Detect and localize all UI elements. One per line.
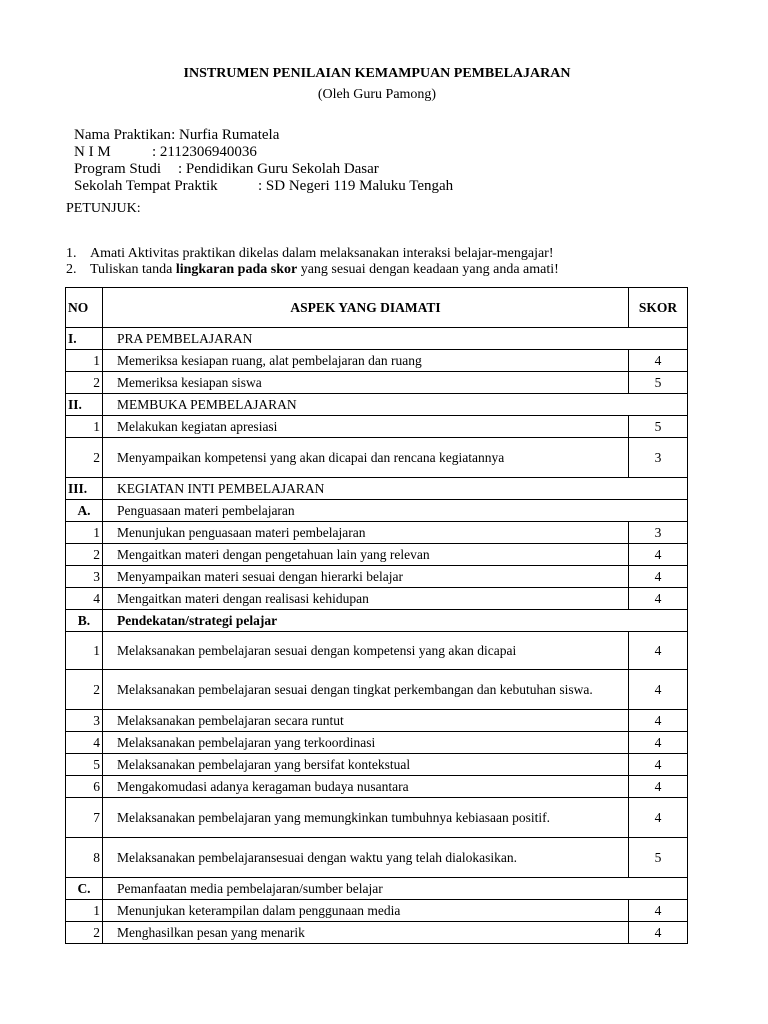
info-value: SD Negeri 119 Maluku Tengah [265,178,454,194]
item-number: 6 [66,776,103,798]
item-number: 2 [66,922,103,944]
instruction-text: Tuliskan tanda [90,262,176,277]
item-aspect: Menunjukan keterampilan dalam penggunaan media [103,900,629,922]
item-number: 2 [66,544,103,566]
item-aspect: Menyampaikan materi sesuai dengan hierarki belajar [103,566,629,588]
table-row [66,328,688,350]
instruction-bold: lingkaran pada skor [175,262,298,277]
item-number: 3 [66,566,103,588]
table-row [66,350,688,372]
subsection-letter: A. [66,500,103,522]
table-row [66,670,688,710]
item-aspect: Memeriksa kesiapan ruang, alat pembelajaran dan ruang [103,350,629,372]
info-separator: : [258,178,266,194]
item-score[interactable]: 3 [629,522,688,544]
table-row [66,588,688,610]
assessment-table [65,287,688,944]
header-score: SKOR [629,288,688,328]
table-row [66,798,688,838]
section-number: I. [66,328,103,350]
subsection-title: Penguasaan materi pembelajaran [103,500,688,522]
table-row [66,632,688,670]
item-score[interactable]: 4 [629,588,688,610]
item-score[interactable]: 4 [629,710,688,732]
item-number: 8 [66,838,103,878]
info-value: Nurfia Rumatela [178,127,280,143]
table-row [66,394,688,416]
info-row-prodi [74,161,453,178]
item-number: 5 [66,754,103,776]
info-label: Sekolah Tempat Praktik [74,178,218,194]
item-aspect: Melaksanakan pembelajaran yang bersifat kontekstual [103,754,629,776]
table-body [66,328,688,944]
item-aspect: Melaksanakan pembelajaran sesuai dengan kompetensi yang akan dicapai [103,632,629,670]
info-value: 2112306940036 [159,144,257,160]
info-block [74,127,453,195]
instruction-number: 1. [66,246,77,261]
table-row [66,416,688,438]
table-row [66,544,688,566]
item-aspect: Mengaitkan materi dengan realisasi kehidupan [103,588,629,610]
instruction-item [66,246,559,262]
document-subtitle: (Oleh Guru Pamong) [317,87,437,102]
item-aspect: Melaksanakan pembelajaran sesuai dengan tingkat perkembangan dan kebutuhan siswa. [103,670,629,710]
item-number: 4 [66,588,103,610]
item-number: 2 [66,670,103,710]
item-aspect: Memeriksa kesiapan siswa [103,372,629,394]
table-row [66,776,688,798]
item-score[interactable]: 4 [629,670,688,710]
item-score[interactable]: 5 [629,416,688,438]
header-no: NO [66,288,103,328]
table-row [66,372,688,394]
table-row [66,500,688,522]
table-row [66,438,688,478]
table-row [66,838,688,878]
item-score[interactable]: 4 [629,776,688,798]
instruction-text: Amati Aktivitas praktikan dikelas dalam melaksanakan interaksi belajar-mengajar! [90,246,554,261]
section-title: MEMBUKA PEMBELAJARAN [103,394,688,416]
item-score[interactable]: 3 [629,438,688,478]
header-aspect: ASPEK YANG DIAMATI [103,288,629,328]
item-aspect: Menyampaikan kompetensi yang akan dicapai dan rencana kegiatannya [103,438,629,478]
section-title: PRA PEMBELAJARAN [103,328,688,350]
subsection-title: Pemanfaatan media pembelajaran/sumber belajar [103,878,688,900]
item-aspect: Melaksanakan pembelajaran yang memungkinkan tumbuhnya kebiasaan positif. [103,798,629,838]
item-score[interactable]: 4 [629,350,688,372]
item-score[interactable]: 4 [629,566,688,588]
info-separator: : [171,127,179,143]
table-row [66,710,688,732]
item-number: 7 [66,798,103,838]
item-score[interactable]: 4 [629,922,688,944]
item-number: 1 [66,350,103,372]
info-separator: : [152,144,160,160]
item-score[interactable]: 4 [629,798,688,838]
item-number: 1 [66,900,103,922]
instruction-list [66,246,559,278]
table-row [66,478,688,500]
item-number: 1 [66,632,103,670]
item-number: 2 [66,438,103,478]
item-aspect: Mengakomudasi adanya keragaman budaya nusantara [103,776,629,798]
item-aspect: Menunjukan penguasaan materi pembelajaran [103,522,629,544]
item-aspect: Melakukan kegiatan apresiasi [103,416,629,438]
item-aspect: Melaksanakan pembelajaransesuai dengan waktu yang telah dialokasikan. [103,838,629,878]
instruction-number: 2. [66,262,77,277]
item-score[interactable]: 4 [629,732,688,754]
table-row [66,732,688,754]
item-score[interactable]: 5 [629,838,688,878]
item-aspect: Mengaitkan materi dengan pengetahuan lain yang relevan [103,544,629,566]
info-separator: : [178,161,186,177]
table-row [66,922,688,944]
subsection-letter: B. [66,610,103,632]
item-score[interactable]: 4 [629,754,688,776]
item-number: 4 [66,732,103,754]
section-number: III. [66,478,103,500]
item-score[interactable]: 4 [629,544,688,566]
info-label: Nama Praktikan [74,127,172,143]
subsection-letter: C. [66,878,103,900]
document-title: INSTRUMEN PENILAIAN KEMAMPUAN PEMBELAJARAN [183,66,571,81]
item-score[interactable]: 5 [629,372,688,394]
item-number: 1 [66,522,103,544]
item-aspect: Menghasilkan pesan yang menarik [103,922,629,944]
item-score[interactable]: 4 [629,632,688,670]
info-label: N I M [74,144,111,160]
table-row [66,900,688,922]
section-title: KEGIATAN INTI PEMBELAJARAN [103,478,688,500]
info-value: Pendidikan Guru Sekolah Dasar [185,161,379,177]
section-number: II. [66,394,103,416]
instruction-text-post: yang sesuai dengan keadaan yang anda amati! [297,262,559,277]
table-row [66,566,688,588]
item-score[interactable]: 4 [629,900,688,922]
item-number: 1 [66,416,103,438]
info-row-nim [74,144,453,161]
petunjuk-label: PETUNJUK: [66,201,141,216]
table-header-row [66,288,688,328]
table-row [66,878,688,900]
table-row [66,522,688,544]
info-row-nama [74,127,453,144]
subsection-title: Pendekatan/strategi pelajar [103,610,688,632]
item-number: 2 [66,372,103,394]
table-row [66,754,688,776]
item-number: 3 [66,710,103,732]
item-aspect: Melaksanakan pembelajaran yang terkoordinasi [103,732,629,754]
info-row-sekolah [74,178,453,195]
instruction-item [66,262,559,278]
item-aspect: Melaksanakan pembelajaran secara runtut [103,710,629,732]
info-label: Program Studi [74,161,162,177]
table-row [66,610,688,632]
